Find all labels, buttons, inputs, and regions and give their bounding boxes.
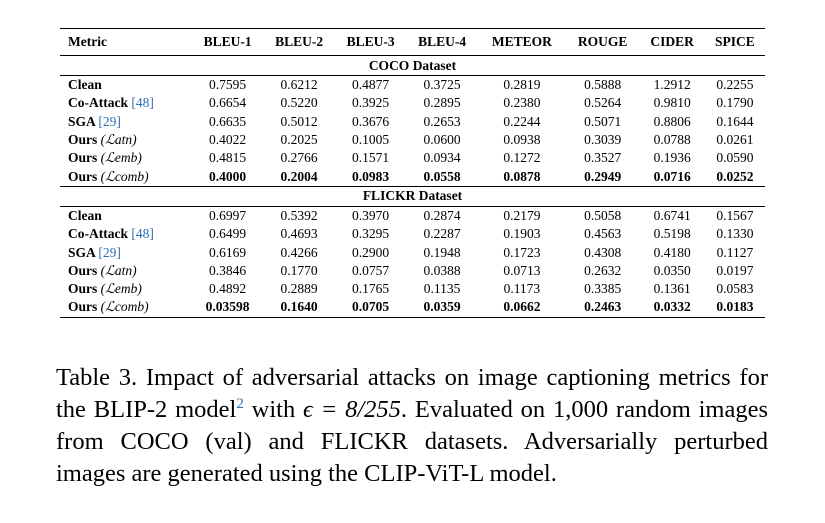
cell-bleu-4: 0.0934 bbox=[423, 150, 461, 166]
cell-rouge: 0.4308 bbox=[584, 244, 622, 260]
cell-bleu-2: 0.2766 bbox=[280, 150, 318, 166]
table-row bbox=[60, 94, 765, 112]
header-cider: CIDER bbox=[650, 34, 694, 49]
cell-meteor: 0.2819 bbox=[503, 77, 541, 93]
cell-cider: 0.1361 bbox=[653, 281, 691, 297]
method-label: Ours bbox=[68, 150, 98, 166]
caption-text-2: with bbox=[243, 396, 304, 423]
cell-meteor: 0.0713 bbox=[503, 262, 541, 278]
cell-cider: 0.0716 bbox=[653, 168, 691, 184]
loss-label: (ℒatn) bbox=[100, 132, 137, 148]
row-method-name bbox=[60, 94, 192, 112]
cell-spice: 0.0252 bbox=[716, 168, 754, 184]
cell-spice: 0.1127 bbox=[716, 244, 754, 260]
cell-bleu-4: 0.0359 bbox=[423, 299, 461, 315]
caption-text-1: Table 3. Impact of adversarial attacks on image captioning metrics for the BLIP-2 model bbox=[56, 364, 768, 423]
method-label: Ours bbox=[68, 262, 98, 278]
loss-label: (ℒemb) bbox=[100, 281, 142, 297]
method-label: Ours bbox=[68, 299, 98, 315]
loss-label: (ℒcomb) bbox=[100, 168, 149, 184]
cell-bleu-4: 0.1135 bbox=[423, 281, 461, 297]
table-body bbox=[60, 56, 765, 318]
loss-label: (ℒatn) bbox=[100, 262, 137, 278]
cell-meteor: 0.1272 bbox=[503, 150, 541, 166]
section-header-row bbox=[60, 186, 765, 206]
row-method-name bbox=[60, 280, 192, 298]
cell-bleu-2: 0.1640 bbox=[280, 299, 318, 315]
cell-bleu-4: 0.3725 bbox=[423, 77, 461, 93]
section-title: COCO Dataset bbox=[60, 56, 765, 76]
cell-rouge: 0.5264 bbox=[584, 95, 622, 111]
section-header-row bbox=[60, 56, 765, 76]
row-method-name bbox=[60, 131, 192, 149]
cell-meteor: 0.1723 bbox=[503, 244, 541, 260]
cell-bleu-4: 0.2287 bbox=[423, 226, 461, 242]
cell-bleu-2: 0.5012 bbox=[280, 113, 318, 129]
cell-bleu-1: 0.4815 bbox=[209, 150, 247, 166]
citation-link[interactable]: [29] bbox=[98, 244, 121, 260]
table-row bbox=[60, 76, 765, 95]
cell-cider: 0.0788 bbox=[653, 132, 691, 148]
cell-bleu-1: 0.03598 bbox=[205, 299, 250, 315]
cell-spice: 0.0261 bbox=[716, 132, 754, 148]
cell-rouge: 0.2949 bbox=[584, 168, 622, 184]
cell-bleu-3: 0.3925 bbox=[352, 95, 390, 111]
cell-meteor: 0.1903 bbox=[503, 226, 541, 242]
cell-bleu-1: 0.6499 bbox=[209, 226, 247, 242]
table-row bbox=[60, 298, 765, 317]
cell-bleu-3: 0.1005 bbox=[352, 132, 390, 148]
cell-spice: 0.0197 bbox=[716, 262, 754, 278]
cell-bleu-2: 0.6212 bbox=[280, 77, 318, 93]
header-meteor: METEOR bbox=[491, 34, 552, 49]
cell-rouge: 0.5888 bbox=[584, 77, 622, 93]
cell-bleu-4: 0.1948 bbox=[423, 244, 461, 260]
row-method-name bbox=[60, 76, 192, 95]
cell-bleu-4: 0.0600 bbox=[423, 132, 461, 148]
row-method-name bbox=[60, 262, 192, 280]
cell-bleu-1: 0.6997 bbox=[209, 207, 247, 223]
cell-bleu-3: 0.0705 bbox=[352, 299, 390, 315]
cell-rouge: 0.2463 bbox=[584, 299, 622, 315]
header-rouge: ROUGE bbox=[577, 34, 628, 49]
method-label: Ours bbox=[68, 132, 98, 148]
cell-cider: 0.4180 bbox=[653, 244, 691, 260]
cell-bleu-3: 0.1571 bbox=[352, 150, 390, 166]
method-label: Ours bbox=[68, 281, 98, 297]
cell-bleu-1: 0.7595 bbox=[209, 77, 247, 93]
citation-link[interactable]: [29] bbox=[98, 113, 121, 129]
table-row bbox=[60, 225, 765, 243]
cell-meteor: 0.2244 bbox=[503, 113, 541, 129]
cell-bleu-1: 0.3846 bbox=[209, 262, 247, 278]
cell-bleu-4: 0.2874 bbox=[423, 207, 461, 223]
cell-cider: 0.6741 bbox=[653, 207, 691, 223]
results-table-container bbox=[60, 28, 765, 318]
cell-bleu-2: 0.2889 bbox=[280, 281, 318, 297]
cell-bleu-3: 0.0757 bbox=[352, 262, 390, 278]
method-label: Co-Attack bbox=[68, 95, 128, 111]
method-label: Ours bbox=[68, 168, 98, 184]
row-method-name bbox=[60, 149, 192, 167]
method-label: SGA bbox=[68, 244, 96, 260]
citation-link[interactable]: [48] bbox=[131, 95, 154, 111]
cell-spice: 0.1644 bbox=[716, 113, 754, 129]
cell-cider: 0.1936 bbox=[653, 150, 691, 166]
header-spice: SPICE bbox=[715, 34, 755, 49]
cell-rouge: 0.3527 bbox=[584, 150, 622, 166]
footnote-link[interactable]: 2 bbox=[236, 395, 244, 412]
cell-bleu-3: 0.1765 bbox=[352, 281, 390, 297]
table-row bbox=[60, 280, 765, 298]
cell-cider: 0.0332 bbox=[653, 299, 691, 315]
cell-bleu-2: 0.4693 bbox=[280, 226, 318, 242]
cell-cider: 0.8806 bbox=[653, 113, 691, 129]
cell-rouge: 0.5058 bbox=[584, 207, 622, 223]
method-label: Clean bbox=[68, 207, 102, 223]
header-bleu-2: BLEU-2 bbox=[275, 34, 324, 49]
cell-bleu-3: 0.4877 bbox=[352, 77, 390, 93]
caption-epsilon: ϵ = 8/255 bbox=[303, 396, 401, 423]
cell-bleu-2: 0.5220 bbox=[280, 95, 318, 111]
table-row bbox=[60, 149, 765, 167]
table-row bbox=[60, 113, 765, 131]
cell-bleu-1: 0.6169 bbox=[209, 244, 247, 260]
cell-bleu-4: 0.2653 bbox=[423, 113, 461, 129]
cell-bleu-4: 0.0558 bbox=[423, 168, 461, 184]
method-label: SGA bbox=[68, 113, 96, 129]
cell-meteor: 0.0662 bbox=[503, 299, 541, 315]
cell-meteor: 0.2179 bbox=[503, 207, 541, 223]
loss-label: (ℒemb) bbox=[100, 150, 142, 166]
table-row bbox=[60, 262, 765, 280]
cell-spice: 0.0590 bbox=[716, 150, 754, 166]
method-label: Co-Attack bbox=[68, 226, 128, 242]
header-bleu-1: BLEU-1 bbox=[203, 34, 252, 49]
row-method-name bbox=[60, 167, 192, 186]
cell-cider: 0.9810 bbox=[653, 95, 691, 111]
cell-bleu-3: 0.2900 bbox=[352, 244, 390, 260]
section-title: FLICKR Dataset bbox=[60, 186, 765, 206]
citation-link[interactable]: [48] bbox=[131, 226, 154, 242]
cell-spice: 0.1790 bbox=[716, 95, 754, 111]
cell-spice: 0.0583 bbox=[716, 281, 754, 297]
table-header-row bbox=[60, 29, 765, 56]
header-bleu-4: BLEU-4 bbox=[418, 34, 467, 49]
cell-meteor: 0.0878 bbox=[503, 168, 541, 184]
cell-bleu-2: 0.4266 bbox=[280, 244, 318, 260]
cell-bleu-4: 0.0388 bbox=[423, 262, 461, 278]
cell-bleu-1: 0.4892 bbox=[209, 281, 247, 297]
cell-meteor: 0.0938 bbox=[503, 132, 541, 148]
header-bleu-3: BLEU-3 bbox=[346, 34, 395, 49]
cell-bleu-4: 0.2895 bbox=[423, 95, 461, 111]
cell-spice: 0.0183 bbox=[716, 299, 754, 315]
row-method-name bbox=[60, 225, 192, 243]
cell-rouge: 0.3039 bbox=[584, 132, 622, 148]
cell-spice: 0.1330 bbox=[716, 226, 754, 242]
cell-spice: 0.1567 bbox=[716, 207, 754, 223]
cell-bleu-2: 0.1770 bbox=[280, 262, 318, 278]
cell-bleu-2: 0.2004 bbox=[280, 168, 318, 184]
table-row bbox=[60, 167, 765, 186]
header-metric: Metric bbox=[68, 34, 107, 49]
row-method-name bbox=[60, 206, 192, 225]
cell-meteor: 0.2380 bbox=[503, 95, 541, 111]
method-label: Clean bbox=[68, 77, 102, 93]
cell-bleu-1: 0.4000 bbox=[209, 168, 247, 184]
cell-bleu-1: 0.4022 bbox=[209, 132, 247, 148]
table-row bbox=[60, 131, 765, 149]
cell-bleu-3: 0.3676 bbox=[352, 113, 390, 129]
cell-bleu-2: 0.2025 bbox=[280, 132, 318, 148]
cell-bleu-3: 0.0983 bbox=[352, 168, 390, 184]
cell-cider: 0.0350 bbox=[653, 262, 691, 278]
row-method-name bbox=[60, 298, 192, 317]
cell-cider: 1.2912 bbox=[653, 77, 691, 93]
cell-bleu-1: 0.6654 bbox=[209, 95, 247, 111]
cell-rouge: 0.5071 bbox=[584, 113, 622, 129]
cell-spice: 0.2255 bbox=[716, 77, 754, 93]
cell-cider: 0.5198 bbox=[653, 226, 691, 242]
cell-rouge: 0.2632 bbox=[584, 262, 622, 278]
caption-text-3: . Evaluated on 1,000 random images from COCO (val) and FLICKR datasets. Adversarially perturbed images are generated using the CLIP-ViT-L model. bbox=[56, 396, 768, 487]
table-caption bbox=[56, 362, 768, 490]
cell-rouge: 0.3385 bbox=[584, 281, 622, 297]
cell-meteor: 0.1173 bbox=[503, 281, 541, 297]
cell-rouge: 0.4563 bbox=[584, 226, 622, 242]
cell-bleu-3: 0.3970 bbox=[352, 207, 390, 223]
loss-label: (ℒcomb) bbox=[100, 299, 149, 315]
table-row bbox=[60, 243, 765, 261]
results-table bbox=[60, 28, 765, 318]
cell-bleu-3: 0.3295 bbox=[352, 226, 390, 242]
cell-bleu-1: 0.6635 bbox=[209, 113, 247, 129]
row-method-name bbox=[60, 243, 192, 261]
row-method-name bbox=[60, 113, 192, 131]
cell-bleu-2: 0.5392 bbox=[280, 207, 318, 223]
table-row bbox=[60, 206, 765, 225]
